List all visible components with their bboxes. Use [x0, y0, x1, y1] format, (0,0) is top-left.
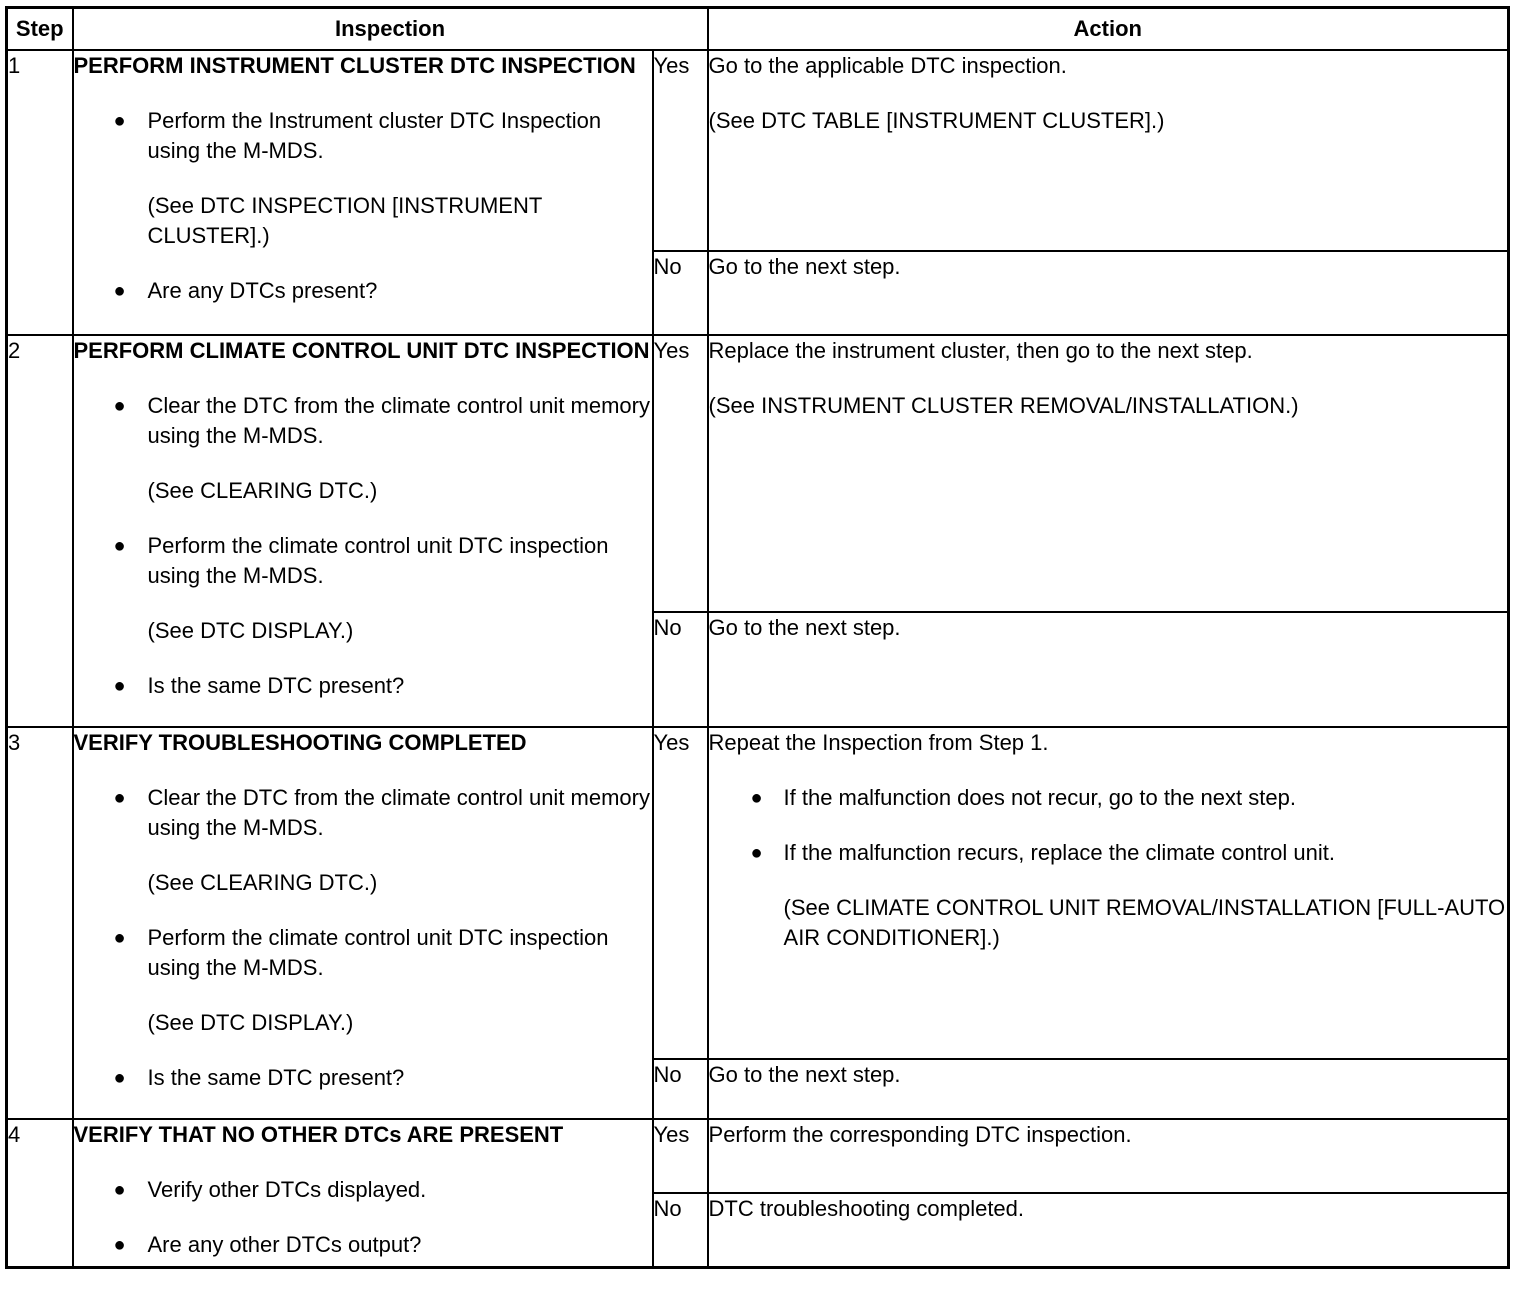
inspection-bullets: [74, 1175, 652, 1260]
yes-label: Yes: [653, 335, 708, 612]
list-item: ● Clear the DTC from the climate control unit memory using the M-MDS.: [74, 783, 652, 843]
no-label: No: [653, 612, 708, 727]
step-title: VERIFY THAT NO OTHER DTCs ARE PRESENT: [73, 1122, 564, 1147]
action-text: Perform the corresponding DTC inspection.: [708, 1122, 1132, 1147]
table-row: [7, 335, 1509, 612]
header-step: Step: [7, 8, 73, 51]
list-item: ● Clear the DTC from the climate control unit memory using the M-MDS.: [74, 391, 652, 451]
header-action: Action: [708, 8, 1509, 51]
action-cell-yes: [708, 50, 1509, 251]
action-cell-no: [708, 251, 1509, 335]
header-row: [7, 8, 1509, 51]
reference-text: (See CLIMATE CONTROL UNIT REMOVAL/INSTALLATION [FULL-AUTO AIR CONDITIONER].): [783, 895, 1506, 950]
step-title: VERIFY TROUBLESHOOTING COMPLETED: [73, 730, 527, 755]
inspection-bullets: [74, 391, 652, 451]
step-title: PERFORM INSTRUMENT CLUSTER DTC INSPECTION: [73, 53, 636, 78]
action-text: Go to the applicable DTC inspection.: [708, 53, 1067, 78]
list-item: ● Are any other DTCs output?: [74, 1230, 652, 1260]
no-label: No: [653, 251, 708, 335]
action-cell-no: [708, 1059, 1509, 1119]
inspection-bullets: [74, 1063, 652, 1093]
list-item: ● Verify other DTCs displayed.: [74, 1175, 652, 1205]
list-item: ● Is the same DTC present?: [74, 1063, 652, 1093]
action-bullets: [709, 783, 1508, 868]
action-cell-no: [708, 1193, 1509, 1268]
no-label: No: [653, 1193, 708, 1268]
inspection-cell: [73, 1119, 653, 1268]
list-item: ● Are any DTCs present?: [74, 276, 652, 306]
step-number: 4: [7, 1119, 73, 1268]
reference-text: (See CLEARING DTC.): [147, 870, 378, 895]
step-number: 2: [7, 335, 73, 727]
step-number: 1: [7, 50, 73, 335]
list-item: ● Is the same DTC present?: [74, 671, 652, 701]
header-inspection: Inspection: [73, 8, 708, 51]
reference-text: (See DTC TABLE [INSTRUMENT CLUSTER].): [708, 108, 1165, 133]
inspection-cell: [73, 335, 653, 727]
list-item: ● Perform the Instrument cluster DTC Inspection using the M-MDS.: [74, 106, 652, 166]
action-cell-yes: [708, 1119, 1509, 1193]
table-row: [7, 1119, 1509, 1193]
reference-text: (See CLEARING DTC.): [147, 478, 378, 503]
step-title: PERFORM CLIMATE CONTROL UNIT DTC INSPECTION: [73, 338, 650, 363]
no-label: No: [653, 1059, 708, 1119]
yes-label: Yes: [653, 50, 708, 251]
reference-text: (See DTC DISPLAY.): [147, 618, 354, 643]
step-number: 3: [7, 727, 73, 1119]
table-row: [7, 50, 1509, 251]
reference-text: (See DTC INSPECTION [INSTRUMENT CLUSTER].): [147, 193, 542, 248]
action-text: Go to the next step.: [708, 254, 901, 279]
action-cell-no: [708, 612, 1509, 727]
inspection-cell: [73, 727, 653, 1119]
inspection-bullets: [74, 276, 652, 306]
action-text: Go to the next step.: [708, 615, 901, 640]
list-item: ● If the malfunction does not recur, go to the next step.: [709, 783, 1508, 813]
action-text: Repeat the Inspection from Step 1.: [708, 730, 1049, 755]
reference-text: (See DTC DISPLAY.): [147, 1010, 354, 1035]
action-text: Replace the instrument cluster, then go to the next step.: [708, 338, 1253, 363]
list-item: ● Perform the climate control unit DTC inspection using the M-MDS.: [74, 923, 652, 983]
action-text: Go to the next step.: [708, 1061, 901, 1087]
inspection-bullets: [74, 106, 652, 166]
action-cell-yes: [708, 335, 1509, 612]
troubleshooting-table: [5, 6, 1510, 1269]
inspection-bullets: [74, 783, 652, 843]
list-item: ● Perform the climate control unit DTC inspection using the M-MDS.: [74, 531, 652, 591]
inspection-cell: [73, 50, 653, 335]
reference-text: (See INSTRUMENT CLUSTER REMOVAL/INSTALLATION.): [708, 393, 1299, 418]
yes-label: Yes: [653, 1119, 708, 1193]
inspection-bullets: [74, 671, 652, 701]
yes-label: Yes: [653, 727, 708, 1059]
inspection-bullets: [74, 923, 652, 983]
action-text: DTC troubleshooting completed.: [708, 1195, 1025, 1221]
inspection-bullets: [74, 531, 652, 591]
action-cell-yes: [708, 727, 1509, 1059]
table-row: [7, 727, 1509, 1059]
list-item: ● If the malfunction recurs, replace the climate control unit.: [709, 838, 1508, 868]
